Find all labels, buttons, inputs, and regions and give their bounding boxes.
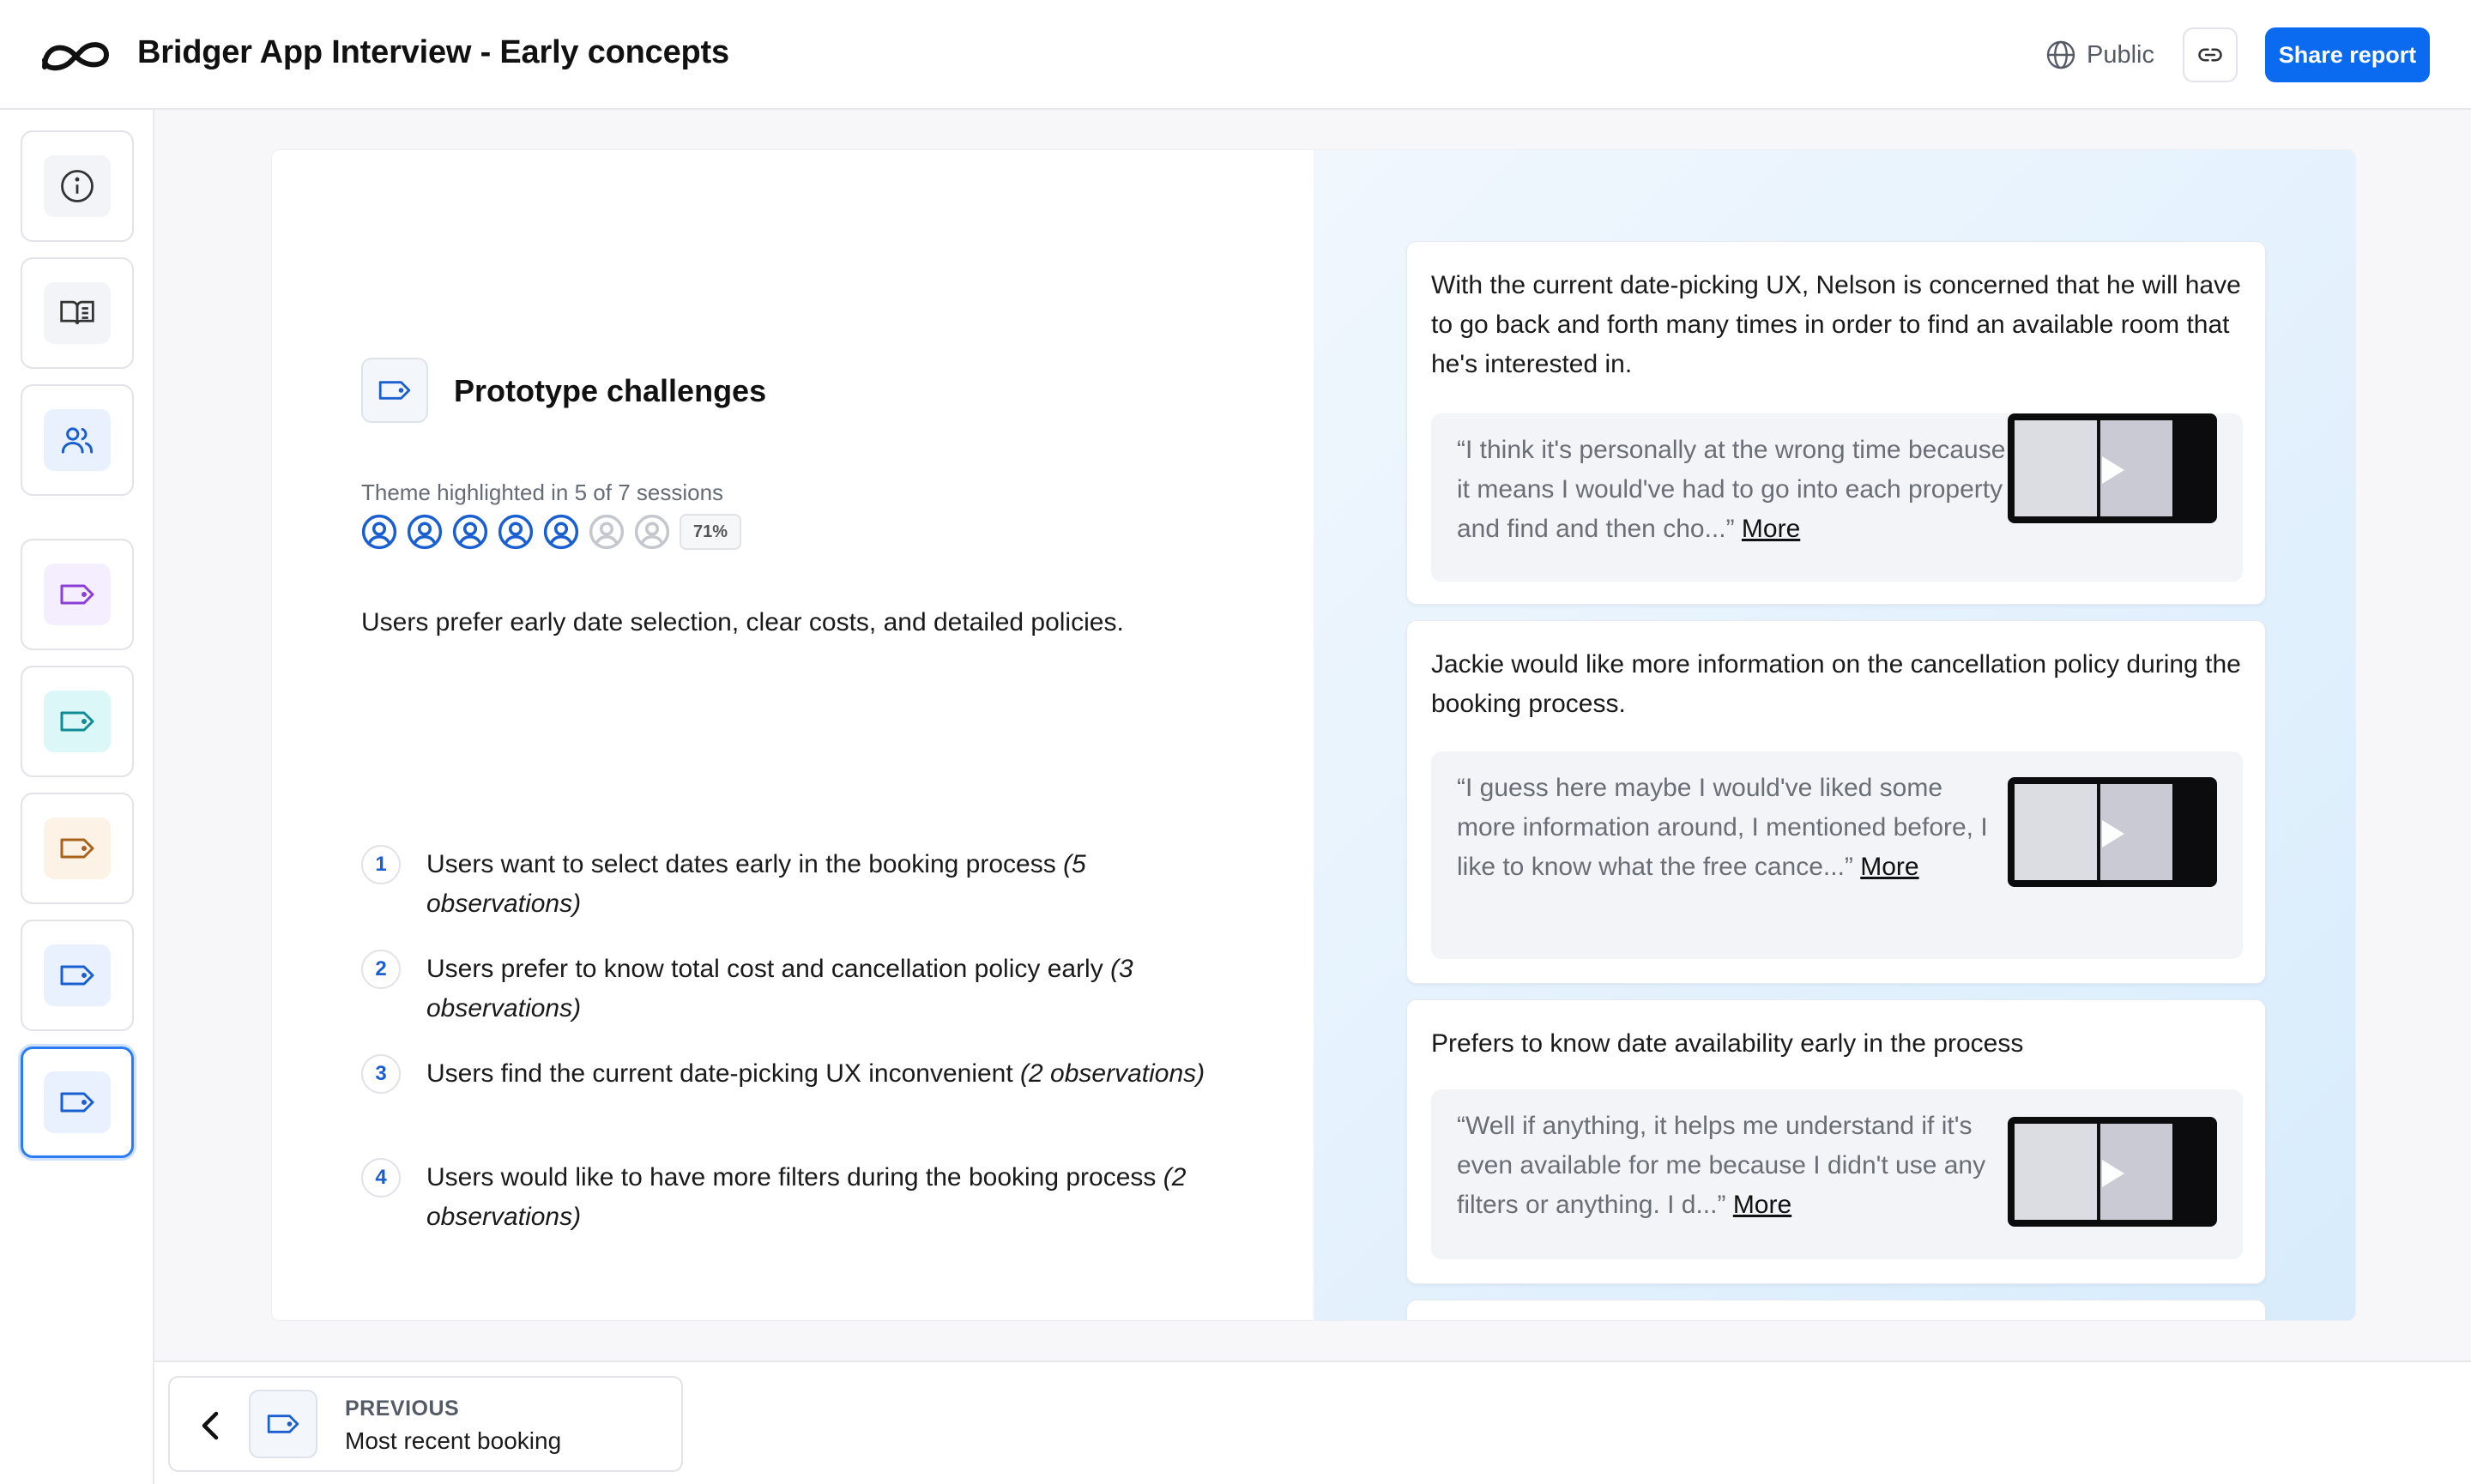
- theme-title: Prototype challenges: [454, 373, 767, 408]
- chevron-left-icon: [196, 1409, 227, 1443]
- evidence-headline: Prefers to know date availability early in the process: [1431, 1029, 2024, 1058]
- tag-icon: [58, 1089, 96, 1115]
- observation-number: 4: [361, 1158, 401, 1197]
- video-thumbnail[interactable]: [2008, 1117, 2217, 1227]
- report-title: Bridger App Interview - Early concepts: [137, 34, 729, 70]
- play-icon: [2102, 820, 2124, 848]
- observation-number: 1: [361, 845, 401, 884]
- copy-link-button[interactable]: [2183, 27, 2238, 82]
- sidebar-item-theme-3[interactable]: [21, 793, 134, 904]
- observation-item: [361, 950, 1228, 1029]
- tag-icon: [265, 1412, 301, 1436]
- theme-tag-badge: [361, 358, 428, 423]
- session-avatars: [361, 514, 741, 550]
- prev-theme-tag: [249, 1390, 317, 1458]
- tag-icon: [58, 962, 96, 988]
- share-report-button[interactable]: Share report: [2265, 27, 2430, 82]
- evidence-card: [1406, 1300, 2266, 1320]
- tag-icon: [58, 836, 96, 861]
- previous-label: PREVIOUS: [345, 1397, 460, 1421]
- observation-text: Users want to select dates early in the booking process: [426, 850, 1056, 878]
- previous-theme-title: Most recent booking: [345, 1427, 562, 1454]
- evidence-card: [1406, 999, 2266, 1284]
- observation-count: (3 observations): [426, 955, 1133, 1023]
- theme-details: [272, 150, 1314, 1320]
- observation-number: 2: [361, 950, 401, 989]
- observation-text: Users find the current date-picking UX inconvenient: [426, 1059, 1013, 1088]
- theme-card: [271, 149, 2356, 1321]
- top-bar: [0, 0, 2471, 110]
- evidence-headline: With the current date-picking UX, Nelson is concerned that he will have to go back and forth many times in order to find an available room that he's interested in.: [1431, 271, 2241, 378]
- quote-box: [1431, 413, 2243, 582]
- sidebar-item-theme-5-active[interactable]: [21, 1047, 134, 1158]
- sidebar-item-summary[interactable]: [21, 257, 134, 369]
- participant-avatar-inactive-icon[interactable]: [634, 514, 670, 550]
- observation-count: (2 observations): [1020, 1059, 1205, 1088]
- more-link[interactable]: More: [1732, 1191, 1792, 1219]
- quote-text: “I think it's personally at the wrong time because it means I would've had to go into each property and find and then cho...” More: [1457, 436, 2006, 543]
- video-thumbnail[interactable]: [2008, 413, 2217, 523]
- quote-text: “Well if anything, it helps me understand if it's even available for me because I didn't use any filters or anything. I d...” More: [1457, 1112, 1986, 1219]
- percent-badge: 71%: [680, 514, 741, 550]
- link-icon: [2197, 42, 2223, 68]
- sidebar-item-participants[interactable]: [21, 384, 134, 496]
- participant-avatar-icon[interactable]: [407, 514, 443, 550]
- observation-count: (2 observations): [426, 1163, 1187, 1231]
- observation-text: Users prefer to know total cost and cancellation policy early: [426, 955, 1103, 983]
- sidebar-item-theme-2[interactable]: [21, 666, 134, 777]
- more-link[interactable]: More: [1741, 515, 1801, 543]
- play-icon: [2102, 1160, 2124, 1187]
- globe-icon: [2045, 39, 2076, 70]
- participant-avatar-icon[interactable]: [452, 514, 488, 550]
- book-icon: [58, 294, 96, 332]
- play-icon: [2102, 456, 2124, 484]
- sidebar-item-info[interactable]: [21, 130, 134, 242]
- observation-item: [361, 1054, 1228, 1094]
- users-icon: [59, 422, 95, 458]
- participant-avatar-inactive-icon[interactable]: [589, 514, 625, 550]
- sidebar-item-theme-4[interactable]: [21, 920, 134, 1031]
- sessions-label: Theme highlighted in 5 of 7 sessions: [361, 480, 724, 505]
- footer-nav: [154, 1360, 2471, 1484]
- visibility-label: Public: [2087, 40, 2154, 69]
- info-icon: [59, 168, 95, 204]
- evidence-card: [1406, 620, 2266, 984]
- sidebar-item-theme-1[interactable]: [21, 539, 134, 650]
- previous-theme-button[interactable]: [168, 1376, 683, 1472]
- evidence-card: [1406, 241, 2266, 605]
- observation-item: [361, 845, 1228, 924]
- evidence-panel[interactable]: [1314, 150, 2356, 1320]
- participant-avatar-icon[interactable]: [543, 514, 579, 550]
- participant-avatar-icon[interactable]: [361, 514, 397, 550]
- video-thumbnail[interactable]: [2008, 777, 2217, 887]
- quote-text: “I guess here maybe I would've liked some more information around, I mentioned before, I like to know what the free cance...” More: [1457, 774, 1988, 881]
- observation-count: (5 observations): [426, 850, 1086, 918]
- participant-avatar-icon[interactable]: [498, 514, 534, 550]
- sidebar: [0, 110, 154, 1484]
- evidence-headline: Jackie would like more information on the cancellation policy during the booking process.: [1431, 650, 2241, 718]
- quote-box: [1431, 751, 2243, 959]
- quote-box: [1431, 1089, 2243, 1259]
- tag-icon: [377, 378, 413, 402]
- more-link[interactable]: More: [1860, 853, 1919, 881]
- observation-item: [361, 1158, 1228, 1237]
- observation-number: 3: [361, 1054, 401, 1094]
- theme-summary: Users prefer early date selection, clear costs, and detailed policies.: [361, 608, 1124, 636]
- bridger-logo-icon[interactable]: [39, 36, 112, 75]
- visibility-indicator[interactable]: [2045, 34, 2154, 75]
- tag-icon: [58, 582, 96, 607]
- tag-icon: [58, 709, 96, 734]
- observation-text: Users would like to have more filters during the booking process: [426, 1163, 1157, 1191]
